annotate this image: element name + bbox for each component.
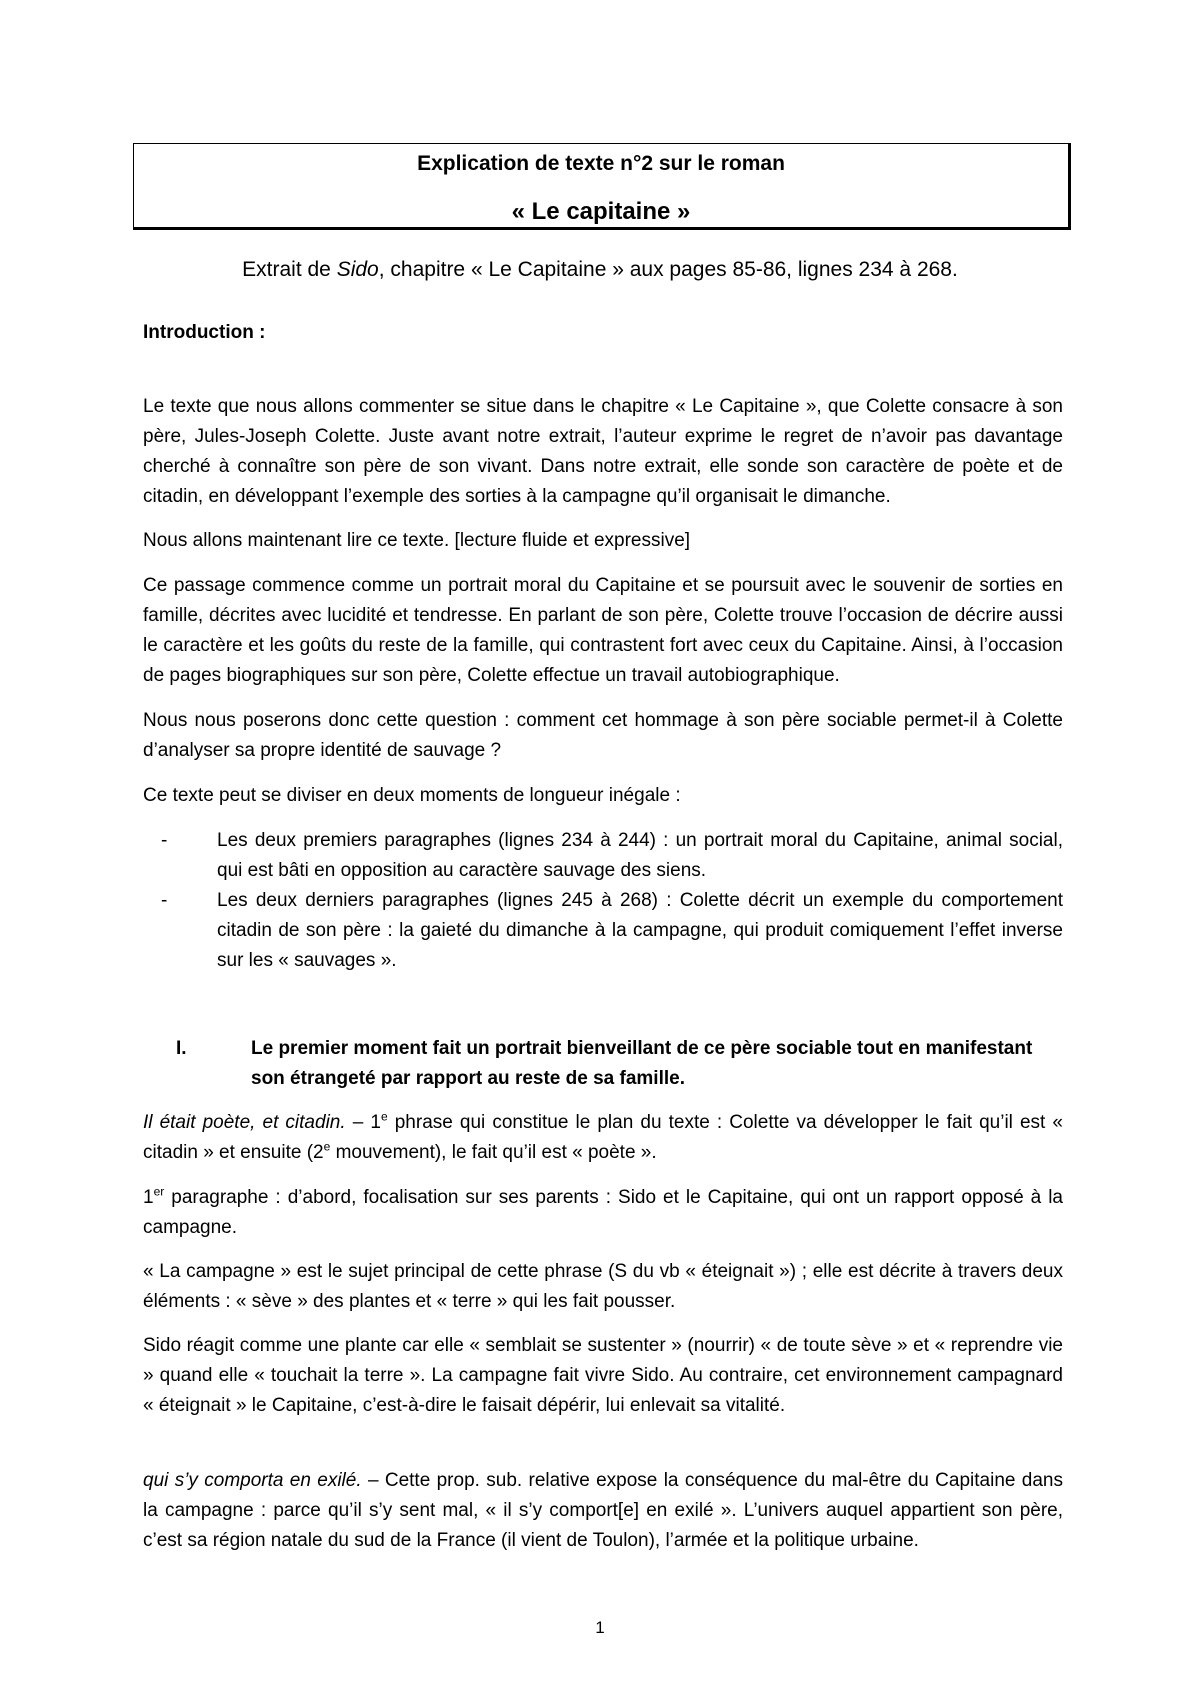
section-title: Le premier moment fait un portrait bienveillant de ce père sociable tout en manifestant son étrangeté par rapport au reste de sa famille. — [251, 1038, 1033, 1089]
analysis-paragraph-5 — [143, 1466, 1063, 1556]
text-segment: 1 — [143, 1187, 154, 1208]
list-item — [143, 886, 1063, 976]
intro-paragraph-3: Ce passage commence comme un portrait moral du Capitaine et se poursuit avec le souvenir de sorties en famille, décrites avec lucidité et tendresse. En parlant de son père, Colette trouve l’occasion de décrire aussi le caractère et les goûts du reste de la famille, qui contrastent fort avec ceux du Capitaine. Ainsi, à l’occasion de pages biographiques sur son père, Colette effectue un travail autobiographique. — [143, 575, 1063, 686]
analysis-paragraph-1 — [143, 1108, 1063, 1168]
list-item-text: Les deux derniers paragraphes (lignes 245 à 268) : Colette décrit un exemple du comportement citadin de son père : la gaieté du dimanche à la campagne, qui produit comiquement l’effet inverse sur les « sauvages ». — [217, 890, 1063, 971]
analysis-paragraph-4: Sido réagit comme une plante car elle « semblait se sustenter » (nourrir) « de toute sève » et « reprendre vie » quand elle « touchait la terre ». La campagne fait vivre Sido. Au contraire, cet environnement campagnard « éteignait » le Capitaine, c’est-à-dire le faisait dépérir, lui enlevait sa vitalité. — [143, 1335, 1063, 1416]
list-dash: - — [161, 830, 168, 851]
document-title: Explication de texte n°2 sur le roman — [417, 152, 785, 175]
analysis-paragraph-2 — [143, 1183, 1063, 1243]
book-title: Sido — [336, 258, 379, 281]
excerpt-reference-pre: Extrait de — [242, 258, 337, 281]
document-subtitle-title: « Le capitaine » — [511, 198, 691, 225]
intro-paragraph-1: Le texte que nous allons commenter se situe dans le chapitre « Le Capitaine », que Colette consacre à son père, Jules-Joseph Colette. Juste avant notre extrait, l’auteur exprime le regret de n’avoir pas davantage cherché à connaître son père de son vivant. Dans notre extrait, elle sonde son caractère de poète et de citadin, en développant l’exemple des sorties à la campagne qu’il organisait le dimanche. — [143, 396, 1063, 507]
text-segment: – 1 — [345, 1112, 381, 1133]
text-segment: mouvement), le fait qu’il est « poète ». — [330, 1142, 657, 1163]
section-heading-1 — [143, 1034, 1063, 1094]
intro-heading: Introduction : — [143, 322, 266, 343]
text-segment: – Cette prop. sub. relative expose la conséquence du mal-être du Capitaine dans la campagne : parce qu’il s’y sent mal, « il s’y comport[e] en exilé ». L’univers auquel appartient son père, c’est sa région natale du sud de la France (il vient de Toulon), l’armée et la politique urbaine. — [143, 1470, 1063, 1551]
text-segment: phrase qui constitue le plan du texte : Colette va développer le fait qu’il est « citadin » et ensuite (2 — [143, 1112, 1063, 1163]
list-dash: - — [161, 890, 168, 911]
superscript: e — [380, 1109, 388, 1124]
title-box — [133, 143, 1071, 230]
analysis-paragraph-3: « La campagne » est le sujet principal de cette phrase (S du vb « éteignait ») ; elle est décrite à travers deux éléments : « sève » des plantes et « terre » qui les fait pousser. — [143, 1261, 1063, 1312]
quote-italic: Il était poète, et citadin. — [143, 1112, 346, 1133]
excerpt-reference-post: , chapitre « Le Capitaine » aux pages 85-86, lignes 234 à 268. — [378, 258, 958, 281]
plan-intro: Ce texte peut se diviser en deux moments de longueur inégale : — [143, 785, 681, 806]
page-number: 1 — [595, 1618, 605, 1637]
list-item-text: Les deux premiers paragraphes (lignes 234 à 244) : un portrait moral du Capitaine, animal social, qui est bâti en opposition au caractère sauvage des siens. — [217, 830, 1063, 881]
intro-paragraph-2: Nous allons maintenant lire ce texte. [lecture fluide et expressive] — [143, 530, 691, 551]
excerpt-reference — [0, 255, 1200, 285]
quote-italic: qui s’y comporta en exilé. — [143, 1470, 362, 1491]
problematic-paragraph: Nous nous poserons donc cette question : comment cet hommage à son père sociable permet-il à Colette d’analyser sa propre identité de sauvage ? — [143, 710, 1063, 761]
section-number: I. — [176, 1038, 187, 1059]
plan-list — [143, 826, 1063, 976]
superscript: er — [153, 1184, 165, 1199]
list-item — [143, 826, 1063, 886]
text-segment: paragraphe : d’abord, focalisation sur ses parents : Sido et le Capitaine, qui ont un rapport opposé à la campagne. — [143, 1187, 1063, 1238]
superscript: e — [323, 1139, 331, 1154]
